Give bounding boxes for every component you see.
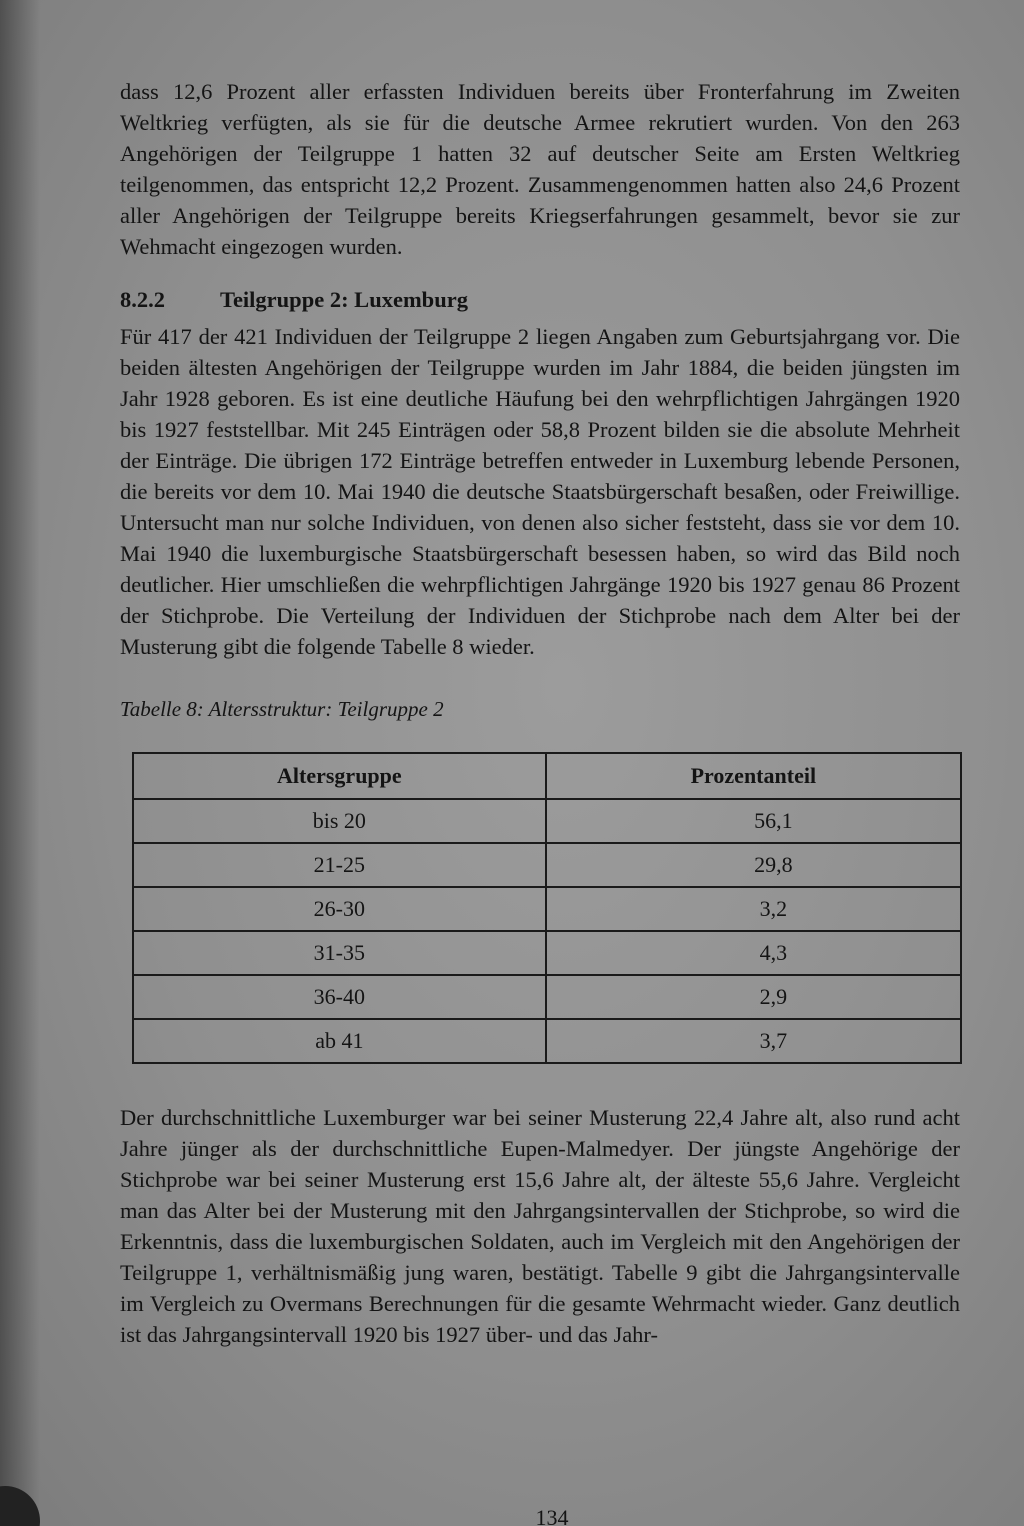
column-header-age-group: Altersgruppe [133, 753, 546, 799]
table-row [133, 887, 961, 931]
percentage-cell: 3,2 [546, 887, 961, 931]
paragraph-luxemburg: Für 417 der 421 Individuen der Teilgruppe 2 liegen Angaben zum Geburtsjahrgang vor. Die beiden ältesten Angehörigen der Teilgruppe wurden im Jahr 1884, die beiden jüngsten im Jahr 1928 geboren. Es ist eine deutliche Häufung bei den wehrpflichtigen Jahrgängen 1920 bis 1927 feststellbar. Mit 245 Einträgen oder 58,8 Prozent bilden sie die absolute Mehrheit der Einträge. Die übrigen 172 Einträge betreffen entweder in Luxemburg lebende Personen, die bereits vor dem 10. Mai 1940 die deutsche Staatsbürgerschaft besaßen, oder Freiwillige. Untersucht man nur solche Individuen, von denen also sicher feststeht, dass sie vor dem 10. Mai 1940 die luxemburgische Staatsbürgerschaft besessen haben, so wird das Bild noch deutlicher. Hier umschließen die wehrpflichtigen Jahrgänge 1920 bis 1927 genau 86 Prozent der Stichprobe. Die Verteilung der Individuen der Stichprobe nach dem Alter bei der Musterung gibt die folgende Tabelle 8 wieder. [120, 324, 960, 659]
table-row [133, 975, 961, 1019]
table-row [133, 931, 961, 975]
paragraph-average-age: Der durchschnittliche Luxemburger war bei seiner Musterung 22,4 Jahre alt, also rund acht Jahre jünger als der durchschnittliche Eupen-Malmedyer. Der jüngste Angehörige der Stichprobe war bei seiner Musterung erst 15,6 Jahre alt, der älteste 55,6 Jahre. Vergleicht man das Alter bei der Musterung mit den Jahrgangsintervallen der Stichprobe, so wird die Erkenntnis, dass die luxemburgischen Soldaten, auch im Vergleich mit den Angehörigen der Teilgruppe 1, verhältnismäßig jung waren, bestätigt. Tabelle 9 gibt die Jahrgangsintervalle im Vergleich zu Overmans Berechnungen für die gesamte Wehrmacht wieder. Ganz deutlich ist das Jahrgangsintervall 1920 bis 1927 über- und das Jahr- [120, 1105, 960, 1347]
table-header-row [133, 753, 961, 799]
table-row [133, 799, 961, 843]
section-heading [120, 284, 960, 315]
percentage-cell: 56,1 [546, 799, 961, 843]
page-content [120, 76, 960, 1350]
age-group-cell: ab 41 [133, 1019, 546, 1063]
paragraph-intro: dass 12,6 Prozent aller erfassten Individuen bereits über Fronterfahrung im Zweiten Weltkrieg verfügten, als sie für die deutsche Armee rekrutiert wurden. Von den 263 Angehörigen der Teilgruppe 1 hatten 32 auf deutscher Seite am Ersten Weltkrieg teilgenommen, das entspricht 12,2 Prozent. Zusammengenommen hatten also 24,6 Prozent aller Angehörigen der Teilgruppe bereits Kriegserfahrungen gesammelt, bevor sie zur Wehmacht eingezogen wurden. [120, 79, 960, 259]
column-header-percentage: Prozentanteil [546, 753, 961, 799]
percentage-cell: 2,9 [546, 975, 961, 1019]
age-group-cell: 31-35 [133, 931, 546, 975]
table-row [133, 1019, 961, 1063]
age-group-cell: bis 20 [133, 799, 546, 843]
percentage-cell: 4,3 [546, 931, 961, 975]
percentage-cell: 3,7 [546, 1019, 961, 1063]
age-group-cell: 26-30 [133, 887, 546, 931]
age-group-cell: 36-40 [133, 975, 546, 1019]
table-caption: Tabelle 8: Altersstruktur: Teilgruppe 2 [120, 697, 444, 721]
section-number: 8.2.2 [120, 287, 165, 312]
percentage-cell: 29,8 [546, 843, 961, 887]
section-title: Teilgruppe 2: Luxemburg [220, 287, 468, 312]
age-group-cell: 21-25 [133, 843, 546, 887]
table-row [133, 843, 961, 887]
page-number: 134 [535, 1505, 569, 1526]
age-structure-table [132, 752, 962, 1064]
